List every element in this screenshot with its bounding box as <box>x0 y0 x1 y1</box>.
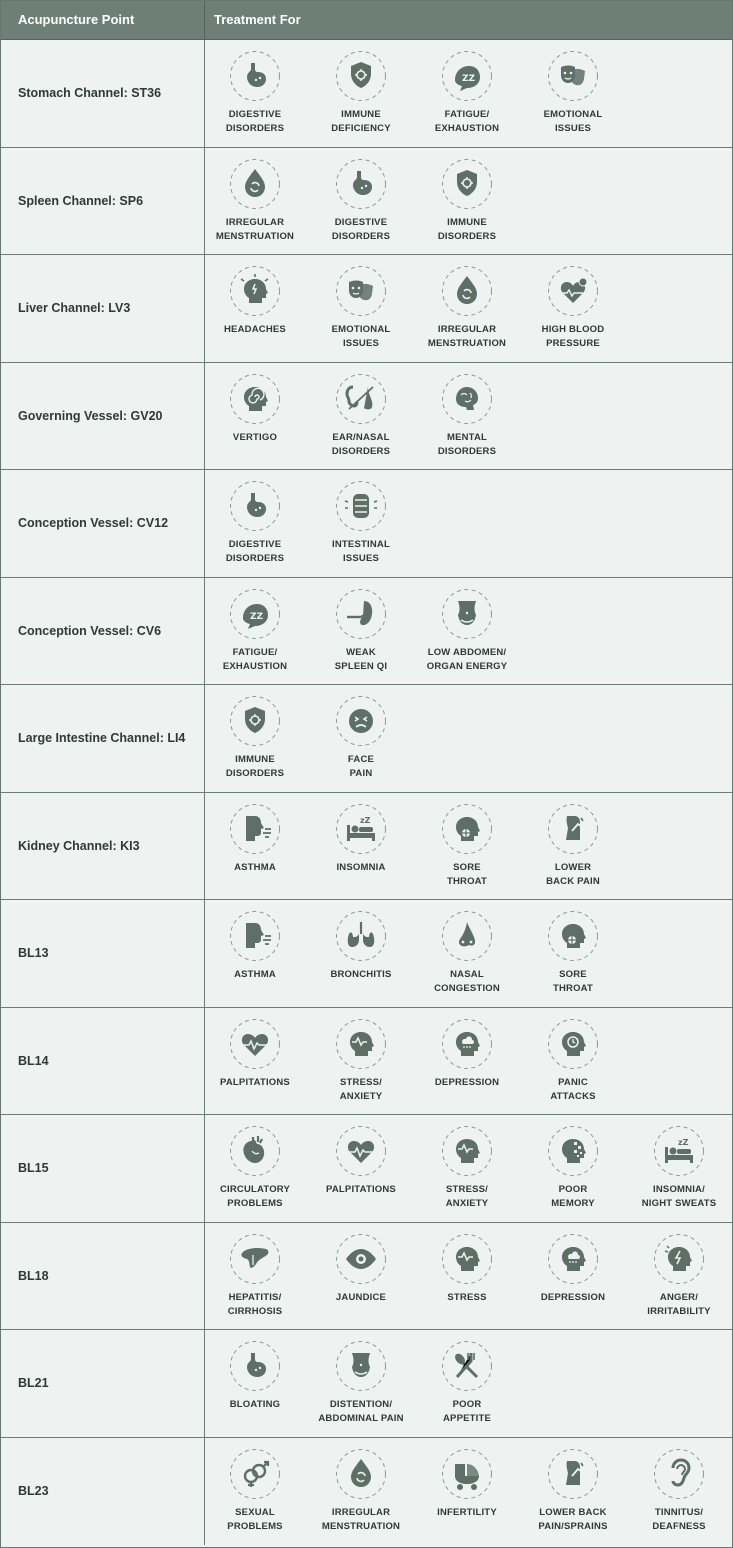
acupuncture-point-name: Kidney Channel: KI3 <box>1 793 205 900</box>
treatment-label: DEPRESSION <box>434 1076 500 1088</box>
treatment-item <box>631 1233 727 1319</box>
treatment-label: DIGESTIVE DISORDERS <box>331 216 391 242</box>
eye-icon <box>335 1233 387 1285</box>
treatment-item <box>207 910 303 982</box>
blood-drop-cycle-icon <box>441 265 493 317</box>
acupuncture-point-name: BL13 <box>1 900 205 1007</box>
head-pulse-icon <box>441 1233 493 1285</box>
shield-virus-icon <box>229 695 281 747</box>
treatment-label: IMMUNE DISORDERS <box>437 216 497 242</box>
sleep-zz-icon <box>441 50 493 102</box>
acupuncture-point-name: Large Intestine Channel: LI4 <box>1 685 205 792</box>
treatment-label: STRESS/ ANXIETY <box>445 1184 489 1209</box>
treatment-item <box>313 695 409 781</box>
treatment-item <box>419 1340 515 1426</box>
table-row <box>1 255 732 363</box>
table-row <box>1 793 732 901</box>
treatment-item <box>631 1448 727 1534</box>
svg-text:zZ: zZ <box>678 1138 689 1147</box>
treatment-label: ASTHMA <box>234 861 276 873</box>
table-row <box>1 578 732 686</box>
treatment-item <box>313 910 409 982</box>
treatment-item <box>631 1125 727 1211</box>
treatment-item <box>207 695 303 781</box>
treatment-item <box>207 1125 303 1211</box>
lungs-icon <box>335 910 387 962</box>
treatment-item <box>313 50 409 136</box>
treatment-label: INSOMNIA <box>336 861 386 873</box>
treatment-list <box>206 40 732 147</box>
head-pulse-icon <box>441 1125 493 1177</box>
treatment-label: IRREGULAR MENSTRUATION <box>215 216 295 242</box>
treatment-label: HEPATITIS/ CIRRHOSIS <box>227 1291 283 1317</box>
theater-masks-icon <box>547 50 599 102</box>
table-row <box>1 685 732 793</box>
treatment-label: INSOMNIA/ NIGHT SWEATS <box>641 1184 717 1209</box>
treatment-item <box>207 373 303 445</box>
spiral-head-icon <box>229 373 281 425</box>
treatment-list <box>206 793 732 900</box>
table-row <box>1 148 732 256</box>
stomach-icon <box>229 1340 281 1392</box>
treatment-item <box>419 50 515 136</box>
treatment-item <box>525 803 621 889</box>
bed-zz-icon <box>653 1125 705 1177</box>
treatment-label: DIGESTIVE DISORDERS <box>225 539 285 564</box>
shield-virus-icon <box>335 50 387 102</box>
intestine-icon <box>335 480 387 532</box>
ear-nose-icon <box>335 373 387 425</box>
treatment-item <box>313 1448 409 1534</box>
treatment-item <box>419 1125 515 1211</box>
treatment-item <box>313 803 409 875</box>
treatment-list <box>206 1223 732 1330</box>
table-row <box>1 900 732 1008</box>
back-pain-icon <box>547 803 599 855</box>
treatment-label: LOW ABDOMEN/ ORGAN ENERGY <box>426 646 508 672</box>
treatment-label: ANGER/ IRRITABILITY <box>647 1291 711 1317</box>
treatment-item <box>419 910 515 996</box>
treatment-label: LOWER BACK PAIN <box>546 861 600 887</box>
treatment-label: INFERTILITY <box>437 1506 497 1518</box>
nose-icon <box>441 910 493 962</box>
acupuncture-point-name: Stomach Channel: ST36 <box>1 40 205 147</box>
treatment-item <box>313 1340 409 1426</box>
treatment-label: FATIGUE/ EXHAUSTION <box>222 646 288 672</box>
treatment-label: CIRCULATORY PROBLEMS <box>219 1184 291 1209</box>
treatment-label: DISTENTION/ ABDOMINAL PAIN <box>318 1399 404 1424</box>
treatment-label: EAR/NASAL DISORDERS <box>331 431 391 457</box>
treatment-item <box>207 265 303 337</box>
treatment-list <box>206 148 732 255</box>
treatment-item <box>419 158 515 244</box>
table-body <box>1 40 732 1545</box>
header-treatment-for: Treatment For <box>214 12 301 27</box>
acupuncture-point-name: Conception Vessel: CV12 <box>1 470 205 577</box>
abdomen-icon <box>335 1340 387 1392</box>
treatment-item <box>207 1448 303 1534</box>
treatment-item <box>207 803 303 875</box>
treatment-item <box>207 1233 303 1319</box>
treatment-label: IRREGULAR MENSTRUATION <box>427 324 507 349</box>
treatment-list <box>206 1438 732 1546</box>
treatment-label: EMOTIONAL ISSUES <box>331 324 391 349</box>
treatment-list <box>206 470 732 577</box>
breath-head-icon <box>229 910 281 962</box>
treatment-item <box>313 480 409 566</box>
treatment-label: IMMUNE DISORDERS <box>225 754 285 779</box>
treatment-item <box>525 1448 621 1534</box>
treatment-item <box>207 50 303 136</box>
treatment-item <box>313 588 409 674</box>
table-row <box>1 363 732 471</box>
stomach-icon <box>335 158 387 210</box>
treatment-label: DEPRESSION <box>540 1291 606 1303</box>
treatment-item <box>207 1340 303 1412</box>
gender-icon <box>229 1448 281 1500</box>
treatment-item <box>525 1125 621 1211</box>
treatment-label: POOR APPETITE <box>442 1399 492 1424</box>
stomach-icon <box>229 480 281 532</box>
treatment-label: HEADACHES <box>224 324 286 335</box>
ear-icon <box>653 1448 705 1500</box>
throat-icon <box>547 910 599 962</box>
treatment-list <box>206 255 732 362</box>
acupuncture-point-name: Liver Channel: LV3 <box>1 255 205 362</box>
treatment-label: STRESS <box>447 1291 487 1303</box>
treatment-label: NASAL CONGESTION <box>434 969 500 994</box>
treatment-item <box>525 910 621 996</box>
blood-drop-cycle-icon <box>229 158 281 210</box>
treatment-label: DIGESTIVE DISORDERS <box>225 109 285 134</box>
blood-drop-cycle-icon <box>335 1448 387 1500</box>
treatment-list <box>206 685 732 792</box>
treatment-item <box>419 373 515 459</box>
treatment-label: LOWER BACK PAIN/SPRAINS <box>538 1506 608 1532</box>
treatment-item <box>313 265 409 351</box>
treatment-label: PALPITATIONS <box>220 1076 290 1088</box>
treatment-item <box>525 265 621 351</box>
table-row <box>1 1223 732 1331</box>
treatment-item <box>313 1233 409 1305</box>
treatment-item <box>525 1233 621 1305</box>
treatment-item <box>419 1448 515 1520</box>
treatment-label: IMMUNE DEFICIENCY <box>331 109 391 134</box>
treatment-item <box>419 1018 515 1090</box>
treatment-label: TINNITUS/ DEAFNESS <box>652 1506 706 1532</box>
treatment-label: WEAK SPLEEN QI <box>334 646 388 672</box>
table-row <box>1 40 732 148</box>
heart-pressure-icon <box>547 265 599 317</box>
treatment-item <box>419 1233 515 1305</box>
header-acupuncture-point: Acupuncture Point <box>1 1 205 39</box>
treatment-label: BLOATING <box>229 1399 281 1410</box>
treatment-label: ASTHMA <box>234 969 276 980</box>
face-pain-icon <box>335 695 387 747</box>
sleep-zz-icon <box>229 588 281 640</box>
table-row <box>1 1438 732 1546</box>
treatment-item <box>419 803 515 889</box>
treatment-list <box>206 1115 732 1222</box>
breath-head-icon <box>229 803 281 855</box>
treatment-list <box>206 1330 732 1437</box>
table-row <box>1 1115 732 1223</box>
treatment-item <box>313 373 409 459</box>
table-row <box>1 1008 732 1116</box>
table-row <box>1 1330 732 1438</box>
spleen-icon <box>335 588 387 640</box>
theater-masks-icon <box>335 265 387 317</box>
treatment-item <box>313 158 409 244</box>
treatment-item <box>525 50 621 136</box>
stomach-icon <box>229 50 281 102</box>
back-pain-icon <box>547 1448 599 1500</box>
treatment-item <box>207 1018 303 1090</box>
svg-text:ZZ: ZZ <box>250 611 264 622</box>
treatment-item <box>207 588 303 674</box>
spoon-fork-icon <box>441 1340 493 1392</box>
treatment-item <box>419 588 515 674</box>
throat-icon <box>441 803 493 855</box>
treatment-item <box>207 158 303 244</box>
treatment-label: POOR MEMORY <box>551 1184 595 1209</box>
heartbeat-icon <box>229 1018 281 1070</box>
baby-stroller-icon <box>441 1448 493 1500</box>
table-header <box>1 1 732 40</box>
treatment-label: HIGH BLOOD PRESSURE <box>541 324 605 349</box>
acupuncture-point-name: Spleen Channel: SP6 <box>1 148 205 255</box>
acupuncture-point-name: Governing Vessel: GV20 <box>1 363 205 470</box>
treatment-label: BRONCHITIS <box>330 969 392 980</box>
shield-virus-icon <box>441 158 493 210</box>
treatment-label: EMOTIONAL ISSUES <box>543 109 603 134</box>
treatment-item <box>313 1018 409 1104</box>
brain-icon <box>441 373 493 425</box>
heartbeat-icon <box>335 1125 387 1177</box>
head-lightning-icon <box>653 1233 705 1285</box>
head-fading-icon <box>547 1125 599 1177</box>
treatment-label: JAUNDICE <box>335 1291 387 1303</box>
acupuncture-point-name: BL21 <box>1 1330 205 1437</box>
treatment-label: FACE PAIN <box>347 754 375 779</box>
treatment-list <box>206 1008 732 1115</box>
treatment-label: IRREGULAR MENSTRUATION <box>321 1506 401 1532</box>
svg-text:ZZ: ZZ <box>462 74 476 84</box>
bed-zz-icon <box>335 803 387 855</box>
head-pulse-icon <box>335 1018 387 1070</box>
treatment-label: VERTIGO <box>232 431 278 443</box>
table-row <box>1 470 732 578</box>
acupuncture-point-name: BL15 <box>1 1115 205 1222</box>
svg-text:zZ: zZ <box>360 815 371 825</box>
treatment-item <box>419 265 515 351</box>
acupuncture-point-name: Conception Vessel: CV6 <box>1 578 205 685</box>
treatment-item <box>525 1018 621 1104</box>
head-alarm-icon <box>547 1018 599 1070</box>
treatment-label: PANIC ATTACKS <box>550 1076 596 1102</box>
treatment-label: SORE THROAT <box>552 969 594 994</box>
anatomical-heart-icon <box>229 1125 281 1177</box>
head-cloud-icon <box>441 1018 493 1070</box>
abdomen-icon <box>441 588 493 640</box>
head-pain-icon <box>229 265 281 317</box>
treatment-label: SEXUAL PROBLEMS <box>227 1506 283 1532</box>
treatment-list <box>206 900 732 1007</box>
treatment-label: FATIGUE/ EXHAUSTION <box>434 109 500 134</box>
treatment-label: STRESS/ ANXIETY <box>339 1076 383 1102</box>
acupuncture-point-name: BL18 <box>1 1223 205 1330</box>
head-cloud-icon <box>547 1233 599 1285</box>
treatment-label: SORE THROAT <box>446 861 488 887</box>
treatment-list <box>206 363 732 470</box>
treatment-label: PALPITATIONS <box>326 1184 396 1195</box>
treatment-item <box>207 480 303 566</box>
treatment-label: INTESTINAL ISSUES <box>332 539 390 564</box>
treatment-list <box>206 578 732 685</box>
acupuncture-point-name: BL23 <box>1 1438 205 1546</box>
liver-icon <box>229 1233 281 1285</box>
treatment-item <box>313 1125 409 1197</box>
treatment-label: MENTAL DISORDERS <box>437 431 497 457</box>
acupuncture-point-name: BL14 <box>1 1008 205 1115</box>
